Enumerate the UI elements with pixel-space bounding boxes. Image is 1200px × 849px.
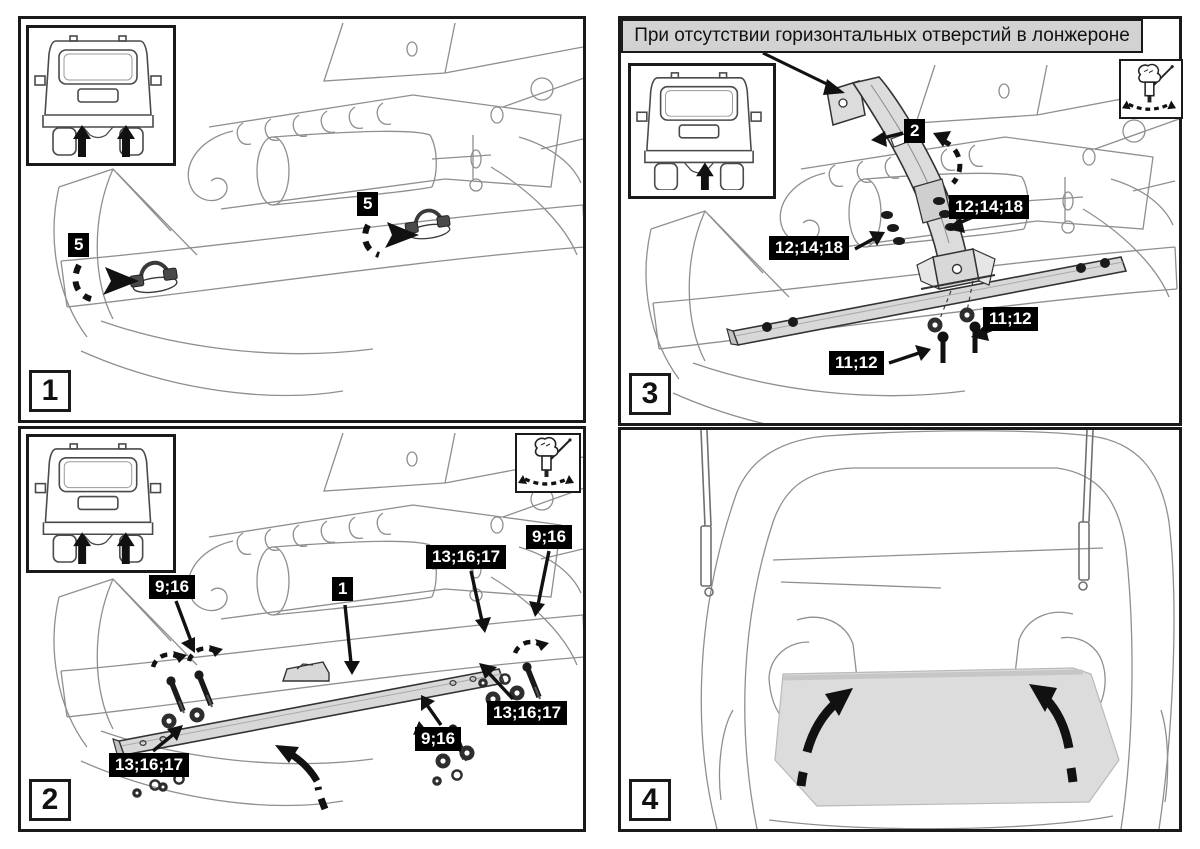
car-rear-view-inset	[26, 25, 176, 166]
bracket-part-2	[827, 77, 995, 289]
tighten-tool-iconbox	[515, 433, 581, 493]
callout-9-16-top-right: 9;16	[526, 525, 572, 549]
callout-13-16-17-bottom-right: 13;16;17	[487, 701, 567, 725]
lift-arrow-center	[275, 745, 325, 809]
car-rear-icon	[29, 28, 167, 157]
hand-ratchet-tighten-icon	[517, 435, 575, 487]
callout-part-1: 1	[332, 577, 353, 601]
callout-13-16-17-bottom-left: 13;16;17	[109, 753, 189, 777]
dashed-swing-arrow-left	[75, 265, 139, 299]
panel-step-1	[18, 16, 586, 423]
step-number-4: 4	[629, 779, 671, 821]
up-arrow-center	[696, 162, 714, 190]
tighten-tool-iconbox	[1119, 59, 1183, 119]
callout-13-16-17-top-right: 13;16;17	[426, 545, 506, 569]
panel-step-2	[18, 426, 586, 832]
callout-part-2: 2	[904, 119, 925, 143]
step-number-3: 3	[629, 373, 671, 415]
car-rear-view-inset	[26, 434, 176, 573]
car-rear-icon	[29, 437, 167, 564]
car-rear-view-inset	[628, 63, 776, 199]
trunk-interior-drawing	[621, 430, 1179, 829]
callout-11-12-right: 11;12	[983, 307, 1038, 331]
panel-step-3	[618, 16, 1182, 426]
shackle-left	[128, 260, 179, 295]
callout-12-14-18-right: 12;14;18	[949, 195, 1029, 219]
callout-9-16-bottom: 9;16	[415, 727, 461, 751]
step-number-1: 1	[29, 370, 71, 412]
callout-9-16-left: 9;16	[149, 575, 195, 599]
car-rear-icon	[631, 66, 767, 190]
callout-part-5-right: 5	[357, 192, 378, 216]
note-banner: При отсутствии горизонтальных отверстий в лонжероне	[621, 19, 1143, 53]
step-number-2: 2	[29, 779, 71, 821]
panel-step-4	[618, 427, 1182, 832]
hand-ratchet-tighten-icon	[1121, 61, 1177, 113]
callout-12-14-18-left: 12;14;18	[769, 236, 849, 260]
callout-part-5-left: 5	[68, 233, 89, 257]
callout-11-12-left: 11;12	[829, 351, 884, 375]
